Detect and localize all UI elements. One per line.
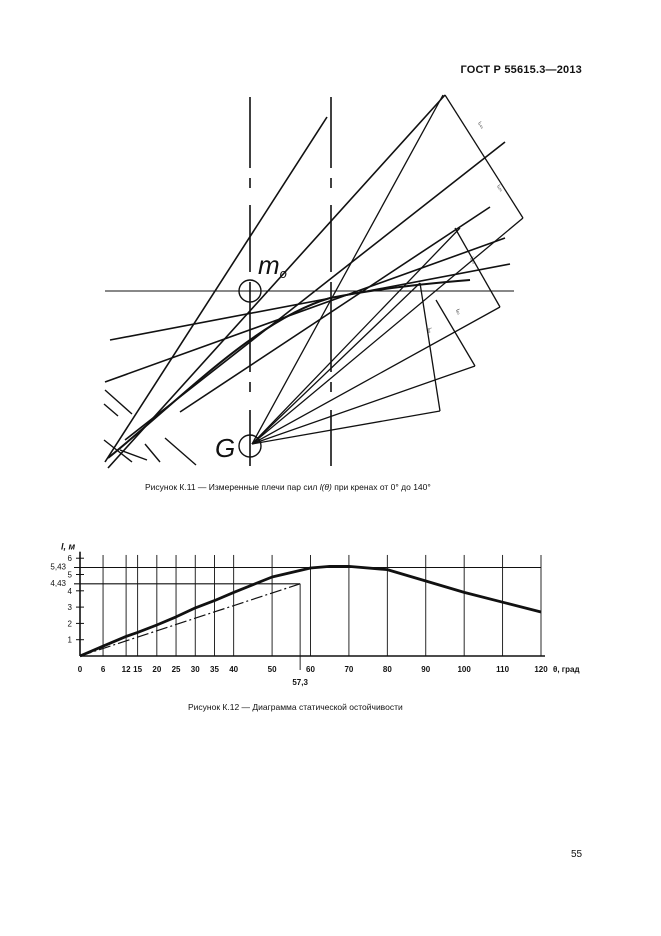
y-tick-label: 3 <box>67 603 72 613</box>
x-tick-label: 40 <box>229 665 239 674</box>
x-tick-label: 6 <box>100 665 106 674</box>
x-tick-label: 110 <box>496 665 510 674</box>
svg-text:l₁₀₀: l₁₀₀ <box>468 256 477 266</box>
label-m: mo <box>258 250 287 281</box>
y-tick-label: 4 <box>67 586 72 596</box>
x-tick-label: 100 <box>457 665 471 674</box>
x-axis-label: θ, град <box>553 665 580 674</box>
y-tick-label: 1 <box>67 635 72 645</box>
svg-text:l₆₀: l₆₀ <box>426 327 433 334</box>
y-tick-label: 6 <box>67 554 72 564</box>
x-tick-label: 120 <box>534 665 548 674</box>
x-tick-label: 60 <box>306 665 315 674</box>
svg-text:l₁₂₀: l₁₂₀ <box>495 183 505 193</box>
x-tick-label: 80 <box>382 665 392 674</box>
x-tick-label: 12 <box>121 665 131 674</box>
svg-text:l₁₄₀: l₁₄₀ <box>476 120 486 130</box>
svg-text:l₈₀: l₈₀ <box>454 308 462 316</box>
x-tick-label: 25 <box>171 665 181 674</box>
tangent-line <box>80 584 300 656</box>
y-tick-label: 5 <box>67 570 72 580</box>
y-special-label: 4,43 <box>50 578 66 588</box>
x-tick-label: 15 <box>133 665 143 674</box>
x-tick-label: 0 <box>77 665 83 674</box>
figure-k12-caption: Рисунок К.12 — Диаграмма статической остойчивости <box>188 702 403 712</box>
y-axis-label: l, м <box>61 541 76 552</box>
x-tick-label: 50 <box>267 665 277 674</box>
y-special-label: 5,43 <box>50 562 66 572</box>
y-tick-label: 2 <box>67 619 72 629</box>
x-tick-label: 35 <box>210 665 219 674</box>
page-number: 55 <box>571 849 583 860</box>
standard-header: ГОСТ Р 55615.3—2013 <box>460 64 582 76</box>
label-g: G <box>215 433 236 463</box>
x-tick-label: 70 <box>344 665 354 674</box>
x-tick-label: 20 <box>152 665 162 674</box>
figure-k11-caption: Рисунок К.11 — Измеренные плечи пар сил l(θ) при кренах от 0° до 140° <box>145 482 431 492</box>
x-tick-label: 90 <box>421 665 431 674</box>
x-tick-label: 30 <box>190 665 200 674</box>
x-special-label: 57,3 <box>292 678 308 687</box>
